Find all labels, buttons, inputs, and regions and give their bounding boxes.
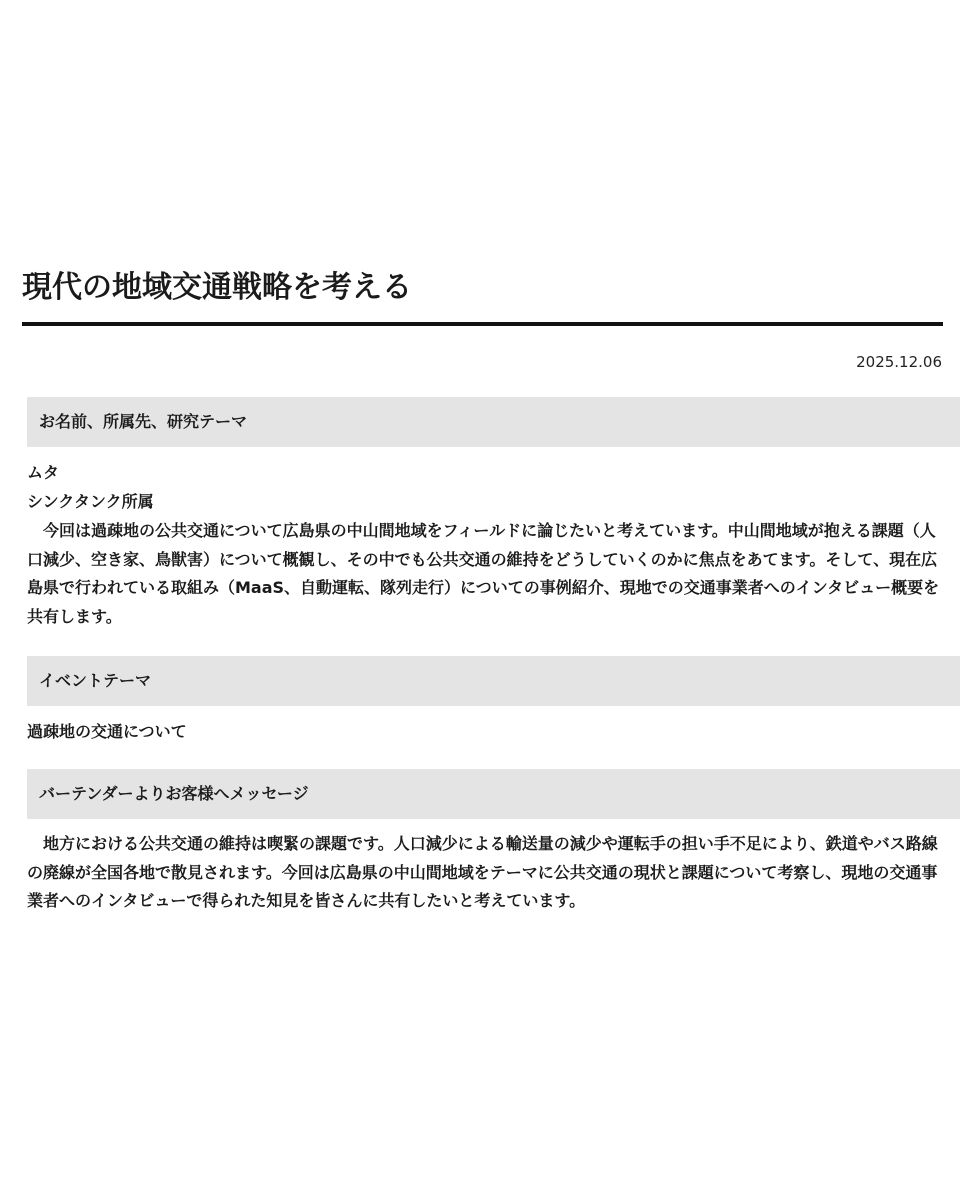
title-divider [22,322,943,326]
publish-date: 2025.12.06 [856,353,942,371]
section-heading-event-theme: イベントテーマ [27,656,960,706]
section-heading-profile: お名前、所属先、研究テーマ [27,397,960,447]
author-name: ムタ [27,463,60,482]
bartender-message-text: 地方における公共交通の維持は喫緊の課題です。人口減少による輸送量の減少や運転手の担い手不足により、鉄道やバス路線の廃線が全国各地で散見されます。今回は広島県の中山間地域をテーマに公共交通の現状と課題について考察し、現地の交通事業者へのインタビューで得られた知見を皆さんに共有したいと考えています。 [27,834,938,910]
page-title: 現代の地域交通戦略を考える [22,270,412,305]
section-heading-bartender-message: バーテンダーよりお客様へメッセージ [27,769,960,819]
research-theme-text: 今回は過疎地の公共交通について広島県の中山間地域をフィールドに論じたいと考えています。中山間地域が抱える課題（人口減少、空き家、鳥獣害）について概観し、その中でも公共交通の維持をどうしていくのかに焦点をあてます。そして、現在広島県で行われている取組み（MaaS、自動運転、隊列走行）についての事例紹介、現地での交通事業者へのインタビュー概要を共有します。 [27,521,940,626]
author-affiliation: シンクタンク所属 [27,492,154,511]
event-theme-text: 過疎地の交通について [27,722,187,741]
